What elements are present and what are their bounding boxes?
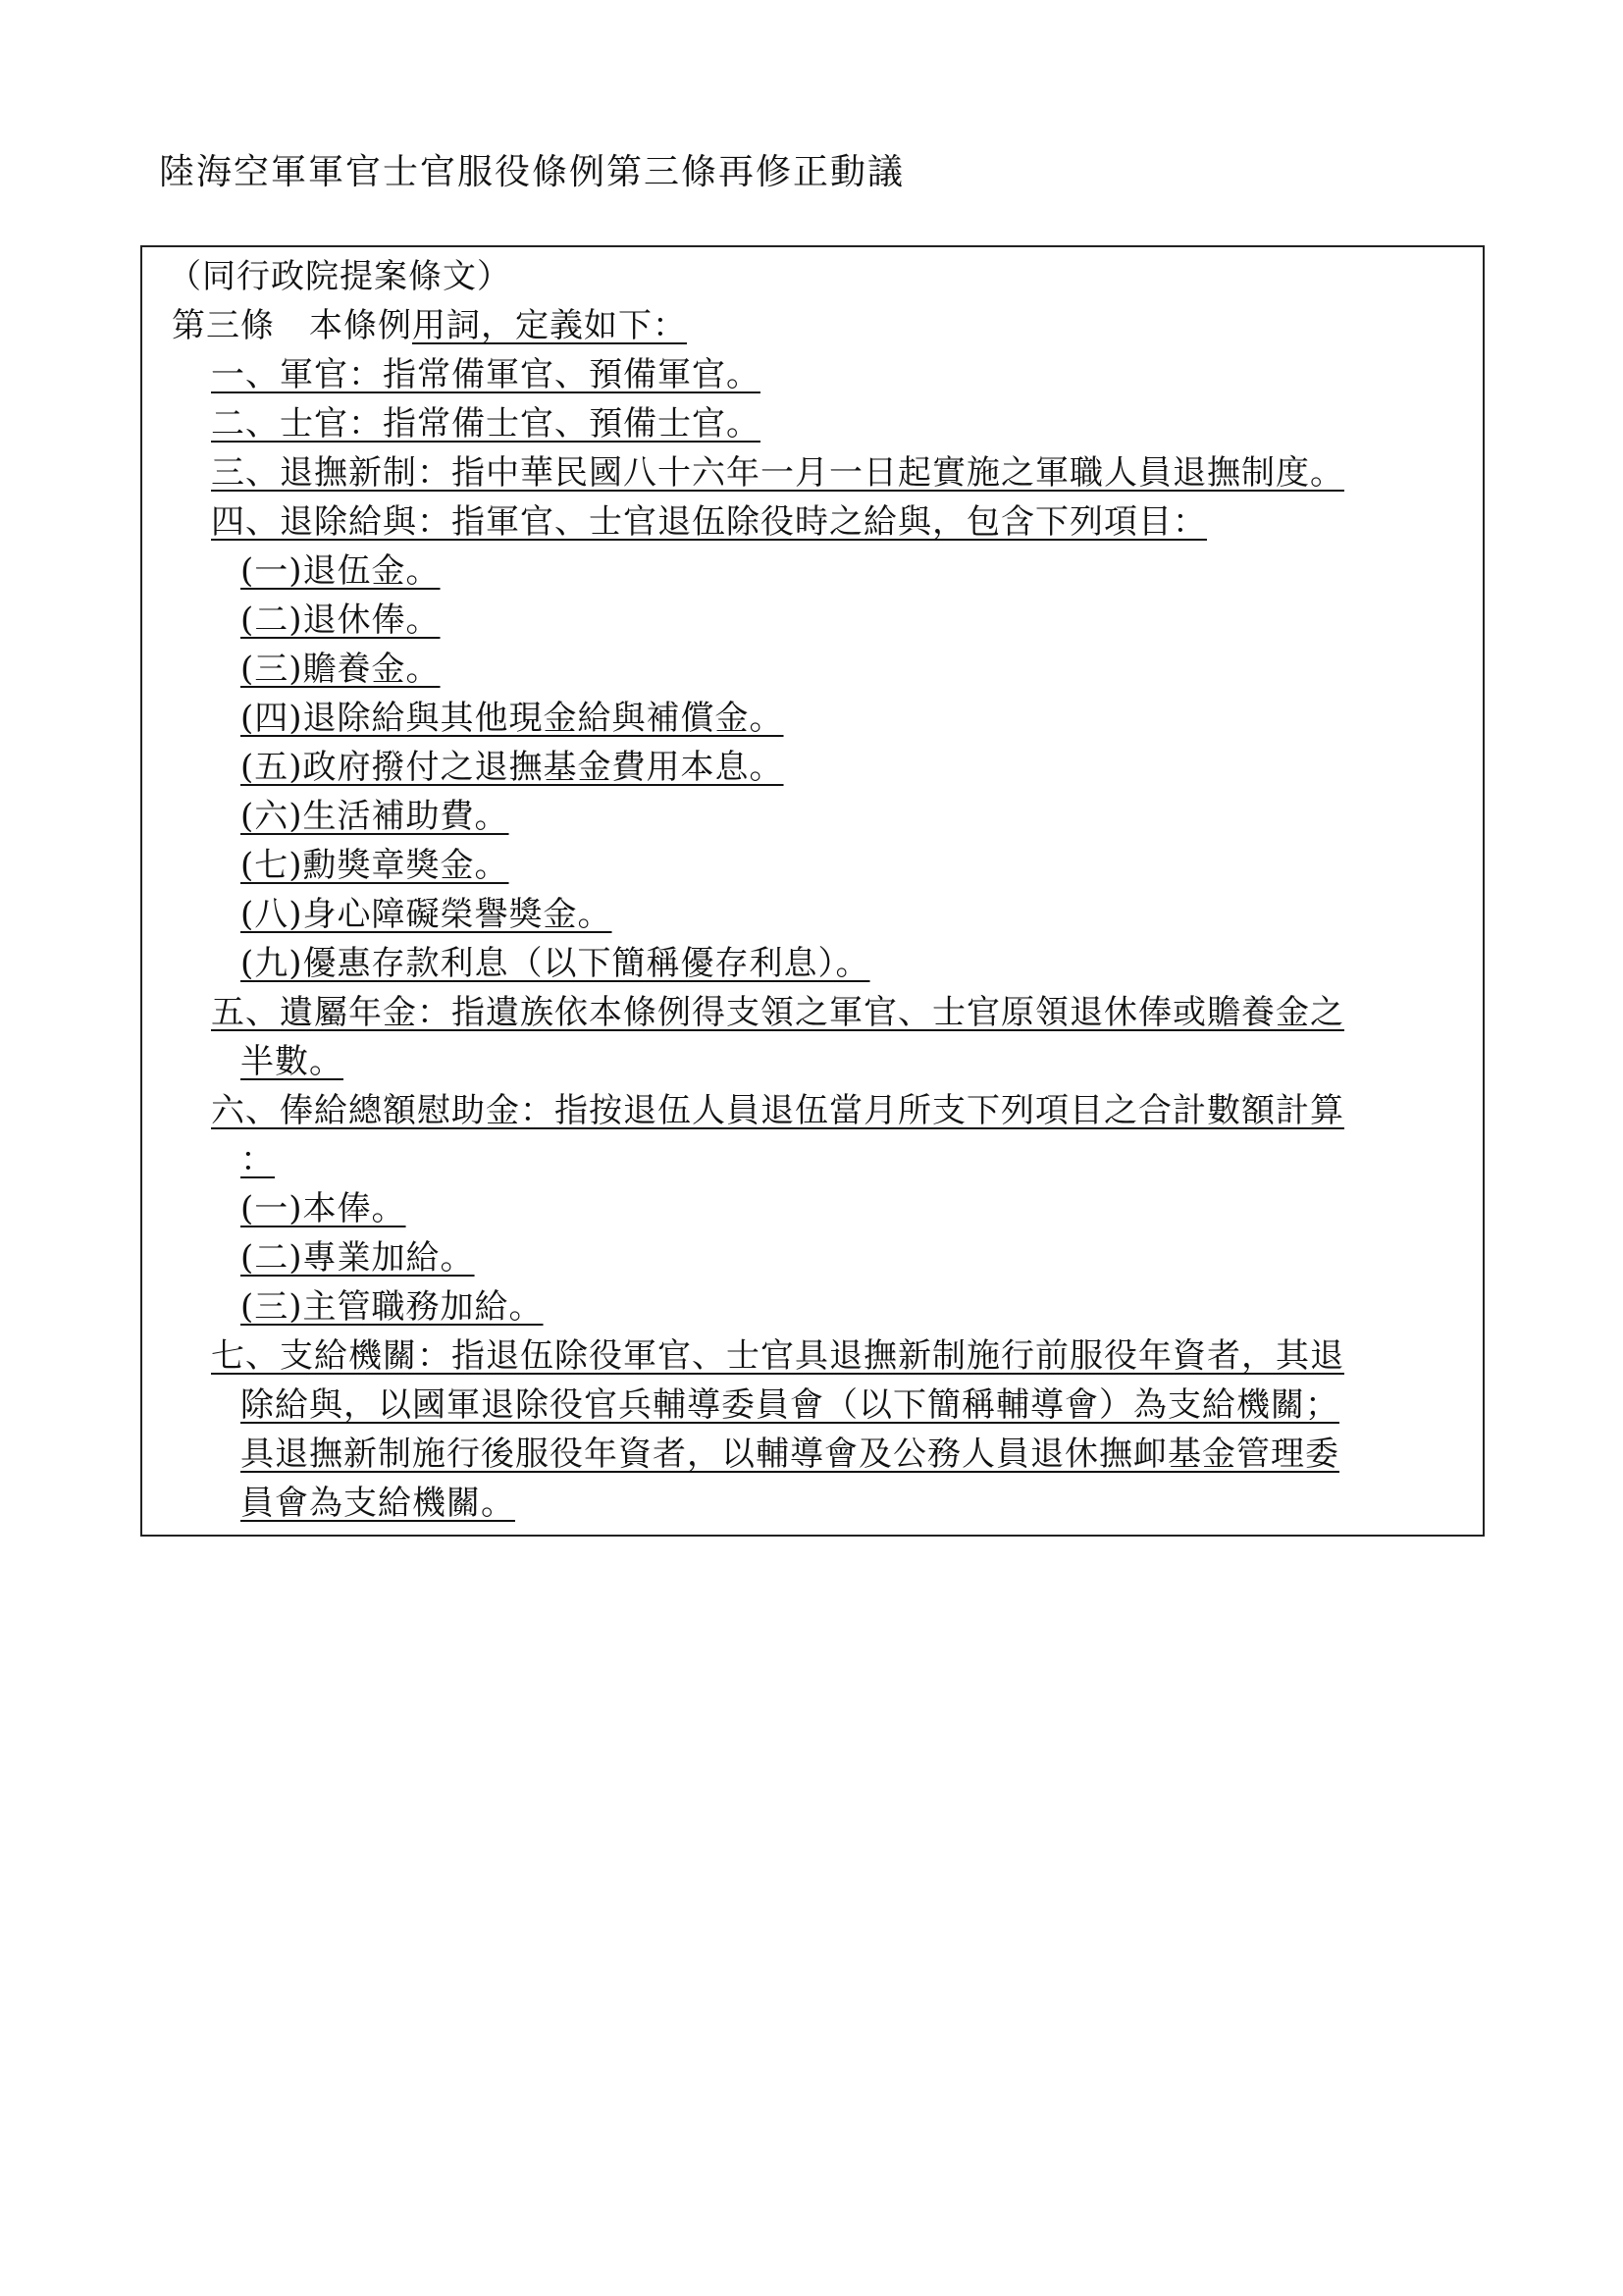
subitem-6-1: (一)本俸。 (240, 1189, 406, 1228)
article-number: 第三條 本條例 (172, 306, 412, 345)
subitem-4-2: (二)退休俸。 (240, 600, 441, 640)
item-3-new-pension-system: 三、退撫新制：指中華民國八十六年一月一日起實施之軍職人員退撫制度。 (211, 453, 1344, 493)
item-5-continuation: 半數。 (240, 1042, 343, 1081)
item-2-nco: 二、士官：指常備士官、預備士官。 (211, 404, 760, 444)
source-note: （同行政院提案條文） (168, 257, 511, 296)
article-table (140, 245, 1485, 1537)
subitem-6-2: (二)專業加給。 (240, 1238, 475, 1278)
document-title: 陸海空軍軍官士官服役條例第三條再修正動議 (159, 152, 906, 192)
item-4-retirement-benefits: 四、退除給與：指軍官、士官退伍除役時之給與，包含下列項目： (211, 502, 1207, 542)
subitem-4-6: (六)生活補助費。 (240, 797, 509, 836)
article-heading (172, 304, 687, 347)
subitem-4-4: (四)退除給與其他現金給與補償金。 (240, 699, 784, 738)
subitem-4-9: (九)優惠存款利息（以下簡稱優存利息）。 (240, 944, 870, 983)
item-7-line-3: 具退撫新制施行後服役年資者，以輔導會及公務人員退休撫卹基金管理委 (240, 1435, 1339, 1474)
subitem-4-3: (三)贍養金。 (240, 650, 441, 689)
item-6-salary-consolation: 六、俸給總額慰助金：指按退伍人員退伍當月所支下列項目之合計數額計算 (211, 1091, 1344, 1130)
item-1-officer: 一、軍官：指常備軍官、預備軍官。 (211, 355, 760, 394)
item-6-continuation: ： (240, 1140, 275, 1179)
article-heading-amended: 用詞，定義如下： (412, 306, 687, 345)
item-7-line-4: 員會為支給機關。 (240, 1484, 515, 1523)
item-5-survivor-annuity: 五、遺屬年金：指遺族依本條例得支領之軍官、士官原領退休俸或贍養金之 (211, 993, 1344, 1032)
subitem-6-3: (三)主管職務加給。 (240, 1287, 544, 1327)
subitem-4-5: (五)政府撥付之退撫基金費用本息。 (240, 748, 784, 787)
item-7-paying-agency: 七、支給機關：指退伍除役軍官、士官具退撫新制施行前服役年資者，其退 (211, 1336, 1344, 1376)
item-7-line-2: 除給與，以國軍退除役官兵輔導委員會（以下簡稱輔導會）為支給機關； (240, 1385, 1339, 1425)
subitem-4-7: (七)勳獎章獎金。 (240, 846, 509, 885)
subitem-4-8: (八)身心障礙榮譽獎金。 (240, 895, 612, 934)
subitem-4-1: (一)退伍金。 (240, 551, 441, 591)
